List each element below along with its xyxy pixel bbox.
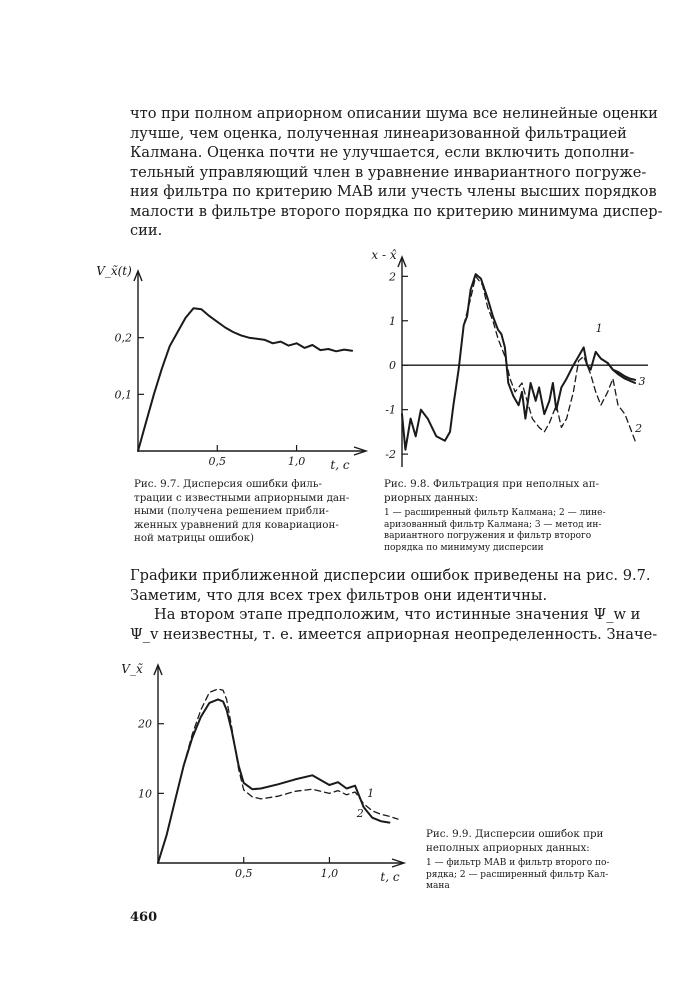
text-line: ния фильтра по критерию MAB или учесть члены высших порядков [130, 183, 657, 200]
figure-9-8-caption [384, 478, 649, 554]
caption-line: Рис. 9.7. Дисперсия ошибки филь- [134, 478, 322, 490]
series-label-2: 2 [356, 807, 364, 821]
text-line: Заметим, что для всех трех фильтров они идентичны. [130, 586, 548, 604]
paragraph-2 [130, 566, 651, 605]
x-axis-label: t, c [330, 458, 350, 472]
y-tick-label: 20 [138, 717, 152, 731]
y-tick-label: 0,1 [114, 388, 132, 402]
text-line: Графики приближенной дисперсии ошибок приведены на рис. 9.7. [130, 567, 651, 584]
caption-line: Рис. 9.8. Фильтрация при неполных ап- [384, 478, 600, 490]
text-line: Калмана. Оценка почти не улучшается, если включить дополни- [130, 144, 635, 161]
page-number: 460 [130, 910, 158, 925]
text-line: Ψ_v неизвестны, т. е. имеется априорная неопределенность. Значе- [130, 625, 658, 643]
paragraph-1 [130, 104, 663, 241]
text-line: что при полном априорном описании шума все нелинейные оценки [130, 105, 658, 122]
figure-9-7-chart [96, 255, 375, 472]
legend-line: порядка по минимуму дисперсии [384, 542, 544, 553]
caption-line: Рис. 9.9. Дисперсии ошибок при [426, 828, 604, 840]
figure-9-8-legend [384, 508, 649, 554]
legend-line: мана [426, 881, 450, 891]
x-tick-label: 1,0 [320, 867, 339, 880]
series-label-3: 3 [638, 375, 646, 389]
series-label-2: 2 [635, 421, 643, 435]
series-line-1 [158, 699, 389, 863]
legend-line: 1 — расширенный фильтр Калмана; 2 — лине- [384, 508, 606, 518]
legend-line: рядка; 2 — расширенный фильтр Кал- [426, 869, 609, 880]
y-tick-label: 0 [389, 359, 396, 373]
x-axis-label: t, c [380, 870, 400, 884]
text-line: лучше, чем оценка, полученная линеаризованной фильтрацией [130, 124, 627, 142]
series-line-0 [138, 308, 352, 451]
series-line-2 [158, 689, 398, 863]
caption-line: неполных априорных данных: [426, 841, 590, 854]
series-label-1: 1 [595, 321, 603, 335]
x-tick-label: 0,5 [208, 455, 227, 468]
figure-9-9-chart [118, 655, 418, 890]
legend-line: 1 — фильтр МАВ и фильтр второго по- [426, 858, 610, 868]
x-tick-label: 0,5 [234, 867, 253, 880]
y-tick-label: 2 [389, 270, 396, 284]
caption-line: ными (получена решением прибли- [134, 505, 329, 517]
y-tick-label: 0,2 [114, 331, 132, 345]
caption-line: трации с известными априорными дан- [134, 491, 350, 504]
text-line: На втором этапе предположим, что истинные значения Ψ_w и [154, 606, 641, 623]
x-tick-label: 1,0 [287, 455, 306, 468]
legend-line: вариантного погружения и фильтр второго [384, 531, 592, 541]
figure-9-8-chart [368, 245, 648, 475]
y-axis-label: V_x̃ [121, 662, 143, 676]
y-tick-label: -1 [385, 403, 396, 417]
figure-9-9-legend [426, 858, 651, 893]
y-axis-label: V_x̃(t) [96, 264, 132, 278]
caption-line: ной матрицы ошибок) [134, 532, 255, 544]
paragraph-3 [130, 605, 658, 644]
text-line: тельный управляющий член в уравнение инвариантного погруже- [130, 163, 647, 181]
caption-line: риорных данных: [384, 491, 479, 504]
series-label-1: 1 [367, 786, 375, 800]
series-line-1 [402, 274, 635, 450]
text-line: сии. [130, 222, 163, 239]
figure-9-7-caption [134, 478, 379, 546]
figure-9-9-caption [426, 828, 651, 893]
y-axis-label: x - x̂ [371, 248, 397, 262]
y-tick-label: -2 [385, 448, 396, 462]
legend-line: аризованный фильтр Калмана; 3 — метод ин- [384, 519, 602, 530]
text-line: малости в фильтре второго порядка по критерию минимума диспер- [130, 202, 663, 220]
y-tick-label: 1 [389, 314, 396, 328]
y-tick-label: 10 [138, 787, 152, 801]
caption-line: женных уравнений для ковариацион- [134, 518, 339, 531]
